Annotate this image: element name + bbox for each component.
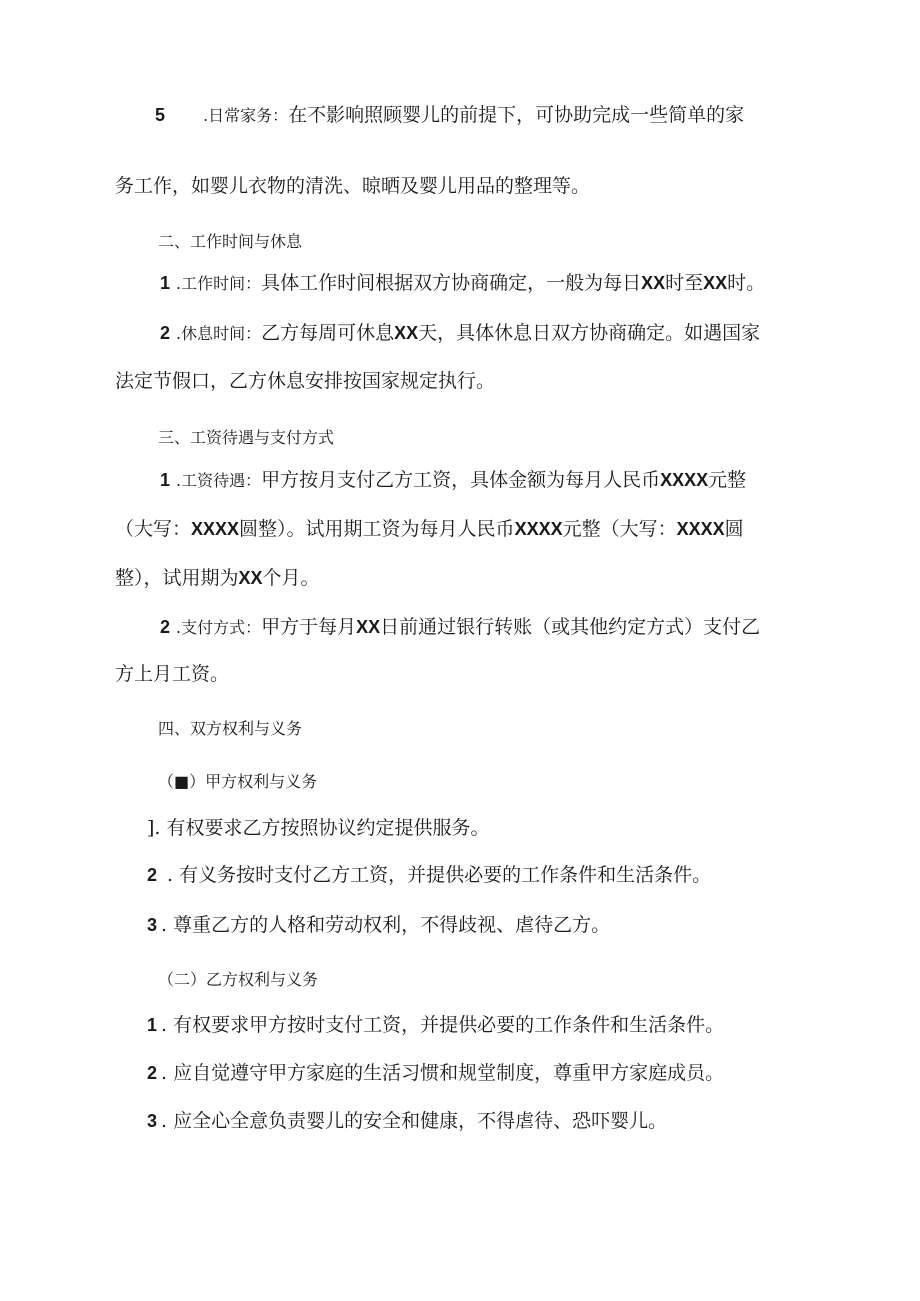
item-number: 3 (147, 915, 158, 935)
s4-sub1-item-1 (147, 815, 490, 841)
item-text: 圆整）。试用期工资为每月人民币 (239, 518, 515, 540)
item-number: 2 (160, 617, 171, 637)
s2-item-2-line-2 (115, 368, 495, 394)
s4-sub2-item-2 (147, 1060, 724, 1086)
placeholder-xxxx: XXXX (660, 470, 709, 490)
item-text: 元整（大写： (562, 518, 677, 540)
subsection-heading-2: （二）乙方权利与义务 (158, 970, 319, 989)
item-label: .支付方式： (176, 618, 262, 637)
s3-item-2-line-2 (115, 661, 229, 687)
item-text: . 应自觉遵守甲方家庭的生活习惯和规堂制度，尊重甲方家庭成员。 (161, 1062, 725, 1084)
item-text: 乙方每周可休息 (261, 322, 395, 344)
placeholder-xxxx: XXXX (191, 519, 240, 539)
placeholder-xx: XX (394, 323, 419, 343)
placeholder-xx: XX (356, 617, 381, 637)
item-text: 时。 (727, 272, 766, 294)
s2-item-2-line-1 (160, 320, 760, 347)
placeholder-xx: XX (703, 273, 728, 293)
item-number: 2 (147, 1063, 158, 1083)
item-text: 圆 (724, 518, 744, 540)
placeholder-xxxx: XXXX (676, 519, 725, 539)
item-5-line-2 (115, 173, 590, 199)
item-label: .日常家务： (203, 106, 289, 125)
item-text: （大写： (115, 518, 192, 540)
item-number: 1 (160, 470, 171, 490)
item-5-line-1 (155, 102, 744, 129)
section-heading-3: 三、工资待遇与支付方式 (158, 428, 335, 447)
item-text: 方上月工资。 (115, 663, 230, 685)
item-text: ]. 有权要求乙方按照协议约定提供服务。 (147, 817, 490, 839)
placeholder-xx: XX (238, 568, 263, 588)
item-text: 具体工作时间根据双方协商确定，一般为每日 (261, 272, 642, 294)
item-text: 甲方于每月 (261, 616, 357, 638)
section-heading-4: 四、双方权利与义务 (158, 719, 303, 738)
s2-item-1 (160, 270, 765, 297)
item-text: 在不影响照顾婴儿的前提下，可协助完成一些简单的家 (288, 104, 745, 126)
s3-item-1-line-3 (115, 565, 320, 591)
item-text: 法定节假口，乙方休息安排按国家规定执行。 (115, 370, 496, 392)
item-text: . 有义务按时支付乙方工资，并提供必要的工作条件和生活条件。 (167, 864, 712, 886)
s4-sub1-item-3 (147, 912, 610, 938)
placeholder-xx: XX (641, 273, 666, 293)
item-text: 日前通过银行转账（或其他约定方式）支付乙 (380, 616, 761, 638)
item-text: . 有权要求甲方按时支付工资，并提供必要的工作条件和生活条件。 (161, 1014, 725, 1036)
item-text: 整），试用期为 (115, 567, 239, 589)
item-label: .休息时间： (176, 324, 262, 343)
s4-sub2-item-3 (147, 1108, 667, 1134)
item-number: 2 (147, 865, 158, 885)
item-number: 1 (160, 273, 171, 293)
item-text: 时至 (665, 272, 704, 294)
item-number: 3 (147, 1111, 158, 1131)
section-heading-2: 二、工作时间与休息 (158, 232, 303, 251)
item-text: 元整 (708, 469, 747, 491)
item-number: 2 (160, 323, 171, 343)
s3-item-1-line-1 (160, 467, 746, 494)
item-number: 5 (155, 105, 166, 125)
item-text: 天，具体休息日双方协商确定。如遇国家 (418, 322, 761, 344)
s4-sub2-item-1 (147, 1012, 724, 1038)
item-text: . 应全心全意负责婴儿的安全和健康，不得虐待、恐吓婴儿。 (161, 1110, 668, 1132)
subsection-heading-1: （■）甲方权利与义务 (158, 772, 318, 791)
s3-item-1-line-2 (115, 516, 744, 542)
item-text: 个月。 (262, 567, 320, 589)
s4-sub1-item-2 (147, 862, 711, 888)
placeholder-xxxx: XXXX (514, 519, 563, 539)
item-text: 甲方按月支付乙方工资，具体金额为每月人民币 (261, 469, 661, 491)
item-text: . 尊重乙方的人格和劳动权利，不得歧视、虐待乙方。 (161, 914, 611, 936)
item-text: 务工作，如婴儿衣物的清洗、晾晒及婴儿用品的整理等。 (115, 175, 591, 197)
s3-item-2-line-1 (160, 614, 760, 641)
item-label: .工作时间： (176, 274, 262, 293)
item-number: 1 (147, 1015, 158, 1035)
item-label: .工资待遇： (176, 471, 262, 490)
